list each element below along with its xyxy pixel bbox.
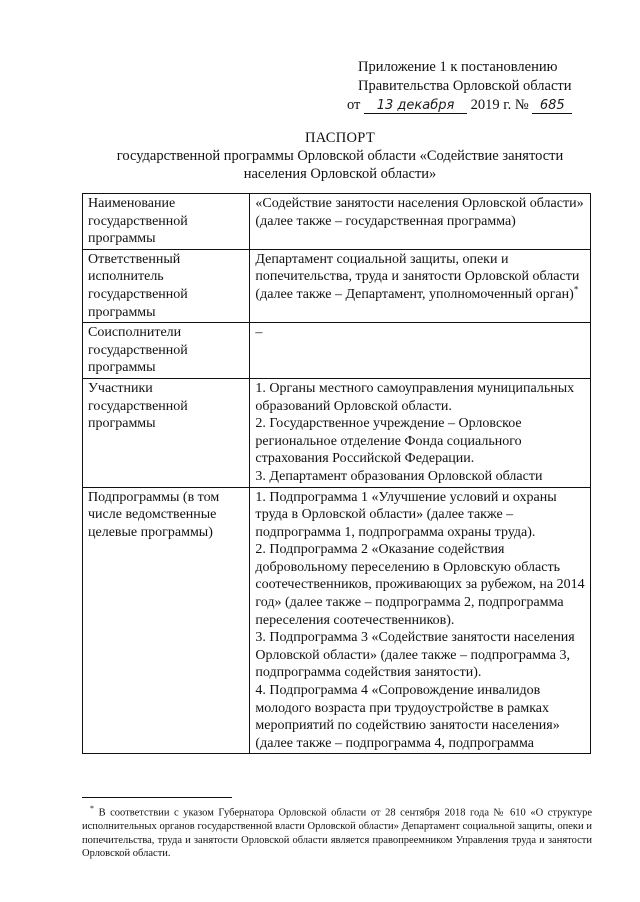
appendix-year-label: 2019 г. №: [470, 97, 529, 113]
row-value-paragraph: 2. Подпрограмма 2 «Оказание содействия добровольному переселению в Орловскую область соотечественников, проживающих за рубежом, на 2014 год» (далее также – подпрограмма 2, подпрограмма переселения соотечественников).: [255, 542, 585, 628]
footnote-text: В соответствии с указом Губернатора Орловской области от 28 сентября 2018 года № 610 «О структуре исполнительных органов государственной власти Орловской области» Департамент социальной защиты, опеки и попечительства, труда и занятости Орловской области является правопреемником Управления труда и занятости Орловской области.: [82, 807, 593, 859]
row-value-paragraph: 2. Государственное учреждение – Орловское региональное отделение Фонда социального страхования Российской Федерации.: [255, 416, 522, 467]
handwritten-number: 685: [532, 99, 572, 114]
footnote-marker: *: [573, 284, 579, 295]
appendix-line-3: [347, 96, 597, 115]
row-value-paragraph: 4. Подпрограмма 4 «Сопровождение инвалидов молодого возраста при трудоустройстве в рамках мероприятий по содействию занятости населения» (далее также – подпрограмма 4, подпрограмма: [255, 683, 560, 751]
title-subtitle-line-2: населения Орловской области»: [243, 166, 437, 182]
footnote: [82, 802, 592, 861]
table-row: [83, 378, 591, 487]
appendix-line-1: Приложение 1 к постановлению: [358, 59, 558, 75]
document-title: [90, 129, 590, 183]
row-value-paragraph: 1. Органы местного самоуправления муниципальных образований Орловской области.: [255, 380, 575, 414]
row-value: [250, 487, 591, 754]
title-subtitle-line-1: государственной программы Орловской области «Содействие занятости: [116, 148, 564, 164]
row-label: Наименование государственной программы: [83, 194, 250, 250]
row-label: Соисполнители государственной программы: [83, 323, 250, 379]
table-row: [83, 249, 591, 322]
row-label: Ответственный исполнитель государственной программы: [83, 249, 250, 322]
appendix-header: [347, 58, 597, 115]
row-value-paragraph: 3. Департамент образования Орловской области: [255, 468, 543, 484]
appendix-line-2: Правительства Орловской области: [358, 78, 572, 94]
footnote-mark: *: [90, 804, 94, 813]
row-label: Подпрограммы (в том числе ведомственные целевые программы): [83, 487, 250, 754]
row-value-paragraph: 1. Подпрограмма 1 «Улучшение условий и охраны труда в Орловской области» (далее также – подпрограмма 1, подпрограмма охраны труда).: [255, 489, 557, 540]
row-label: Участники государственной программы: [83, 378, 250, 487]
table-row: [83, 487, 591, 754]
row-value: [250, 194, 591, 250]
row-value: [250, 378, 591, 487]
appendix-from-label: от: [347, 97, 361, 113]
row-value: [250, 323, 591, 379]
row-value-paragraph: –: [255, 325, 263, 341]
row-value-paragraph: 3. Подпрограмма 3 «Содействие занятости населения Орловской области» (далее также – подпрограмма 3, подпрограмма содействия занятости).: [255, 630, 575, 681]
table-row: [83, 323, 591, 379]
row-value-paragraph: «Содействие занятости населения Орловской области» (далее также – государственная программа): [255, 196, 584, 229]
footnote-divider: [82, 797, 232, 798]
title-heading: ПАСПОРТ: [304, 130, 376, 146]
handwritten-date: 13 декабря: [364, 99, 467, 114]
passport-table: [82, 193, 591, 754]
row-value-paragraph: Департамент социальной защиты, опеки и попечительства, труда и занятости Орловской области (далее также – Департамент, уполномоченный орган): [255, 251, 580, 302]
table-row: [83, 194, 591, 250]
row-value: [250, 249, 591, 322]
